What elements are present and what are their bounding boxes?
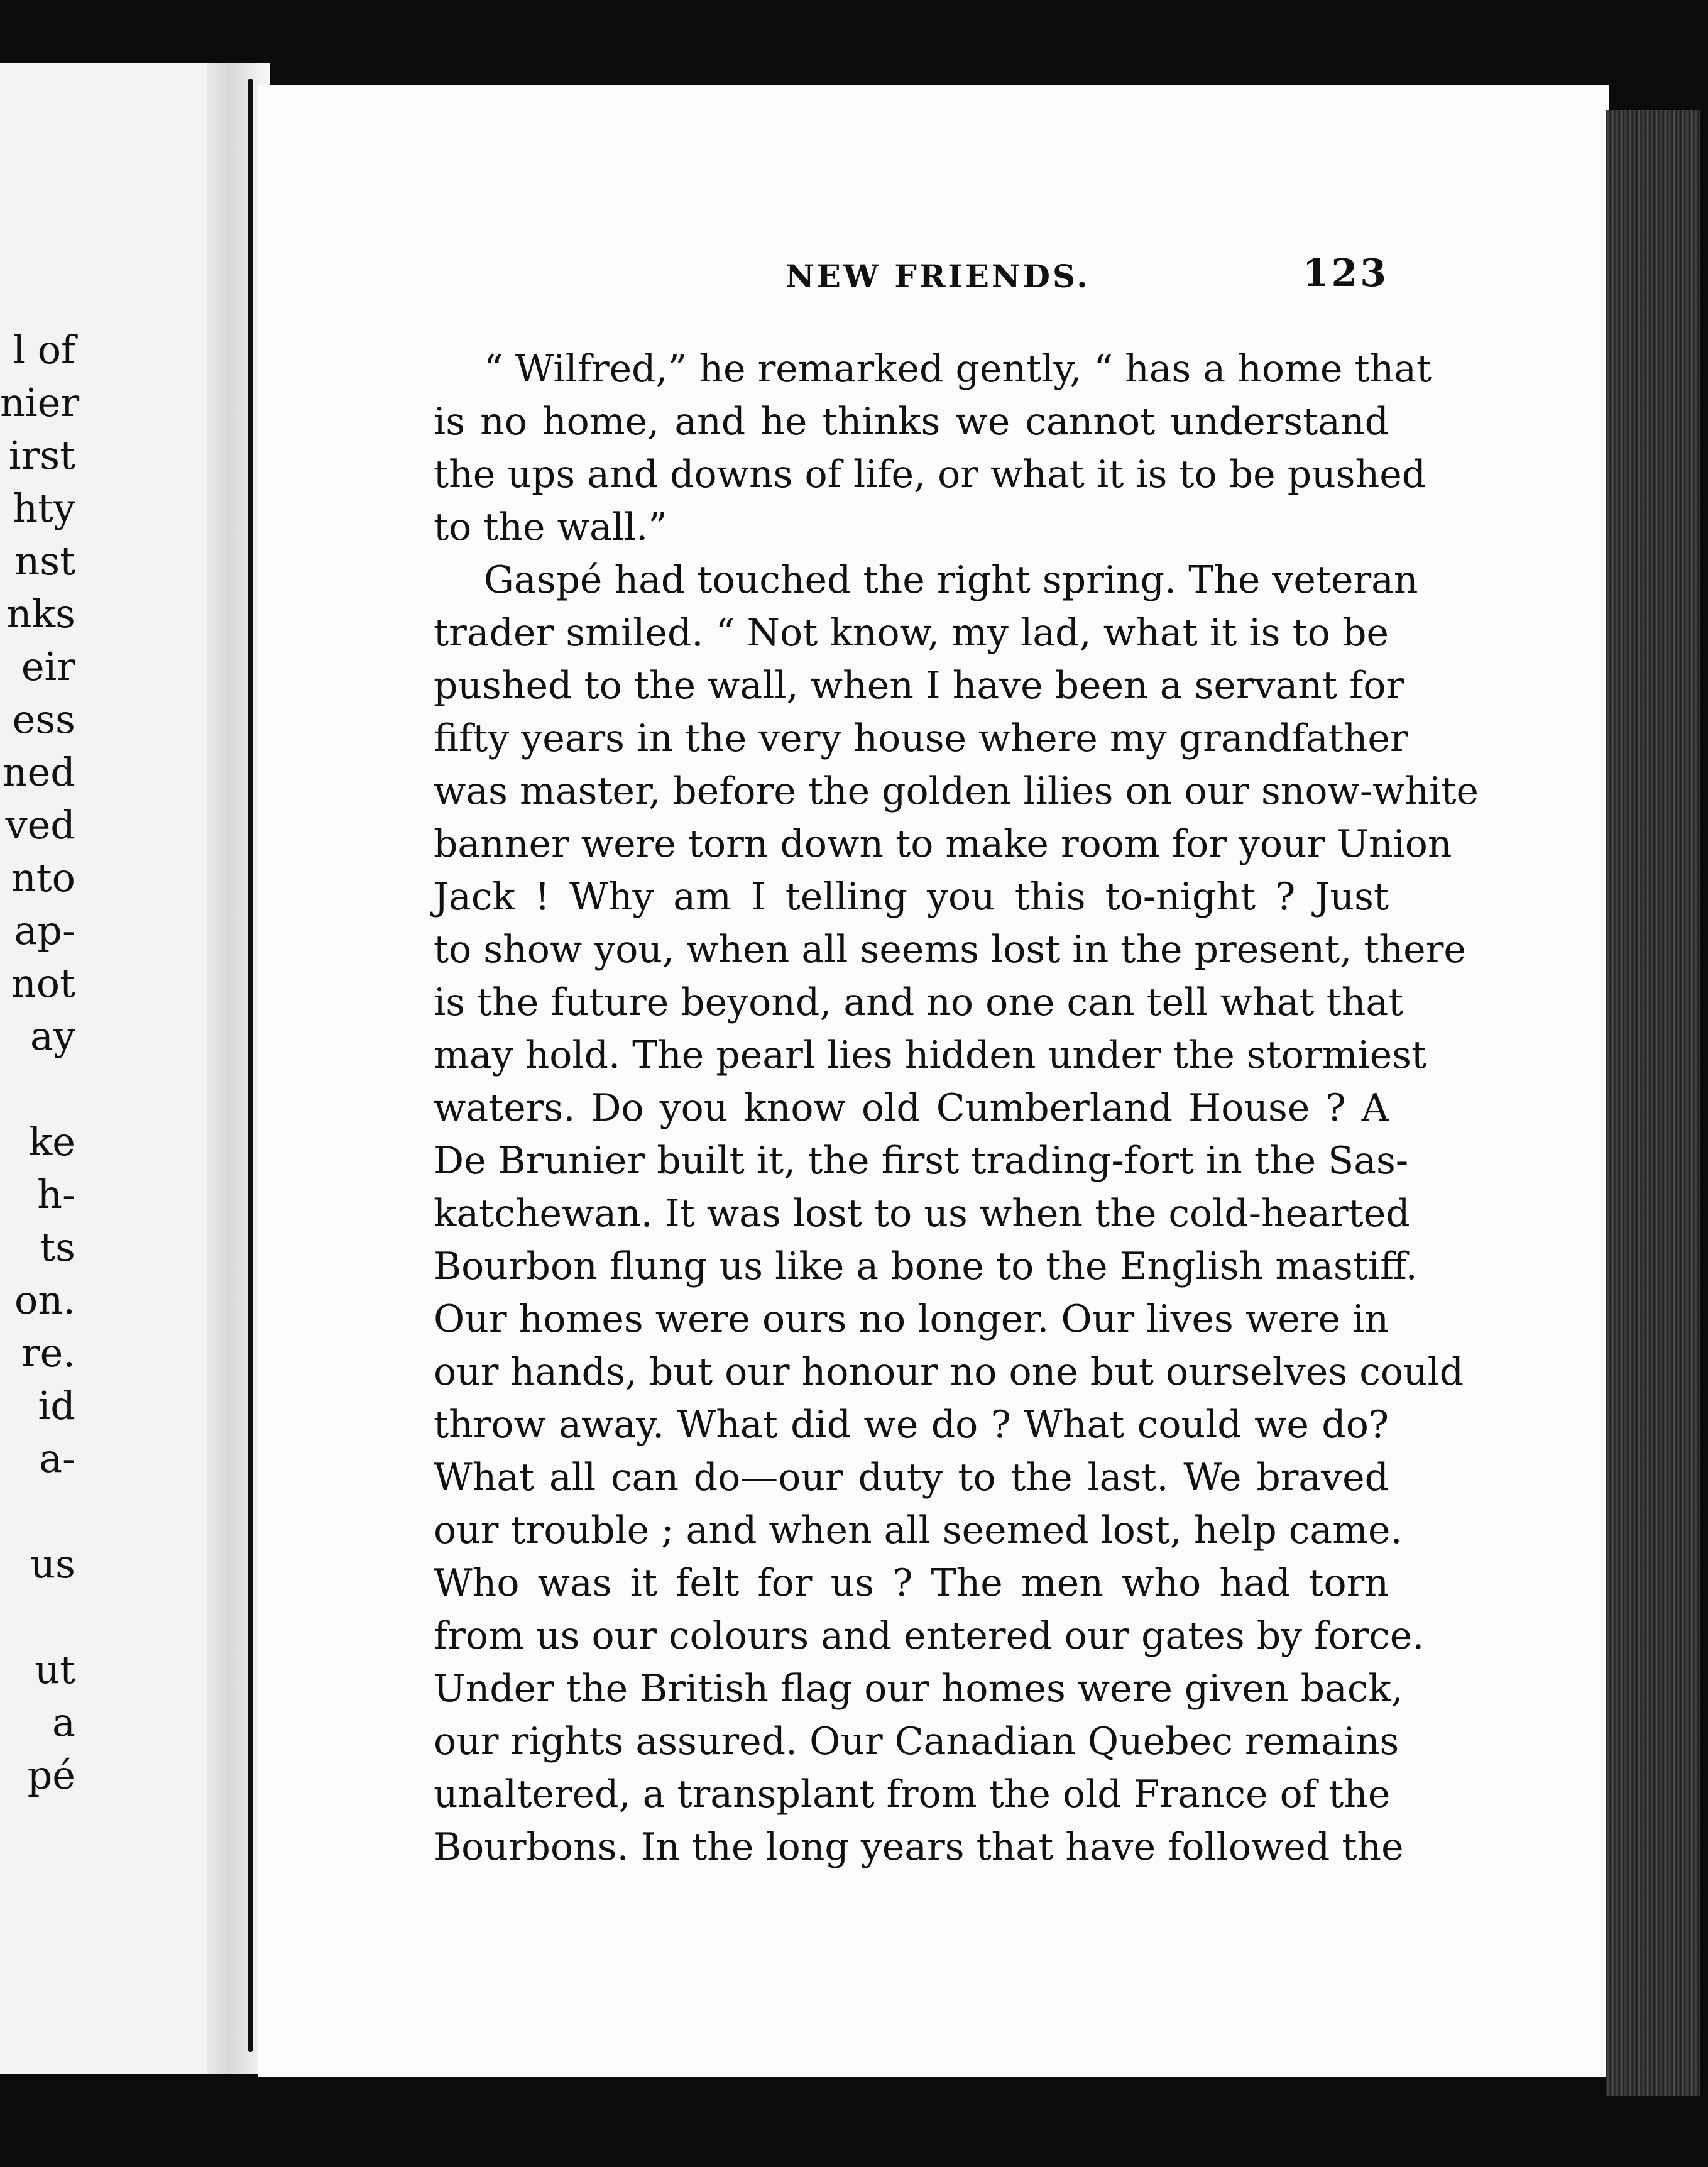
text-line: our rights assured. Our Canadian Quebec remains xyxy=(434,1720,1399,1764)
left-page xyxy=(0,63,226,2074)
left-page-fragment: ut xyxy=(35,1647,75,1692)
text-line: De Brunier built it, the first trading-fort in the Sas- xyxy=(434,1139,1409,1183)
text-line: katchewan. It was lost to us when the cold-hearted xyxy=(434,1192,1410,1236)
left-page-fragment: ess xyxy=(12,696,75,742)
text-line: Who was it felt for us ? The men who had torn xyxy=(434,1561,1389,1605)
text-line: throw away. What did we do ? What could we do? xyxy=(434,1403,1389,1447)
text-line: Jack ! Why am I telling you this to-night ? Just xyxy=(434,875,1389,919)
left-page-fragment: h- xyxy=(37,1171,75,1217)
text-line: Gaspé had touched the right spring. The veteran xyxy=(484,558,1418,602)
left-page-fragment: hty xyxy=(13,485,75,531)
text-line: our hands, but our honour no one but ourselves could xyxy=(434,1350,1464,1394)
text-line: the ups and downs of life, or what it is to be pushed xyxy=(434,453,1426,496)
left-page-fragment: a- xyxy=(39,1435,75,1481)
text-line: What all can do—our duty to the last. We braved xyxy=(434,1456,1389,1500)
left-page-fragment: ay xyxy=(30,1013,75,1059)
text-line: Bourbons. In the long years that have followed the xyxy=(434,1825,1404,1869)
left-page-text-fragments xyxy=(0,324,80,1802)
text-line: trader smiled. “ Not know, my lad, what it is to be xyxy=(434,611,1389,655)
left-page-fragment: pé xyxy=(27,1752,75,1798)
text-line: was master, before the golden lilies on our snow-white xyxy=(434,769,1479,813)
left-page-fragment: ke xyxy=(28,1119,75,1165)
left-page-fragment: re. xyxy=(21,1330,75,1376)
left-page-fragment: a xyxy=(52,1699,75,1745)
text-line: our trouble ; and when all seemed lost, help came. xyxy=(434,1508,1403,1552)
text-line: fifty years in the very house where my grandfather xyxy=(434,716,1408,760)
text-line: banner were torn down to make room for your Union xyxy=(434,822,1452,866)
left-page-fragment: eir xyxy=(21,644,75,689)
page-header xyxy=(786,251,1389,314)
left-page-fragment: on. xyxy=(14,1277,75,1323)
text-line: Bourbon flung us like a bone to the English mastiff. xyxy=(434,1244,1418,1288)
running-head: NEW FRIENDS. xyxy=(786,258,1090,295)
text-line: to show you, when all seems lost in the present, there xyxy=(434,928,1466,972)
left-page-fragment: nst xyxy=(14,538,75,584)
page-number: 123 xyxy=(1302,251,1389,295)
text-line: waters. Do you know old Cumberland House ? A xyxy=(434,1086,1389,1130)
left-page-fragment: nto xyxy=(11,855,75,901)
left-page-fragment xyxy=(0,1063,75,1116)
left-page-fragment: us xyxy=(30,1541,75,1587)
left-page-fragment xyxy=(0,1485,75,1538)
left-page-fragment: ved xyxy=(5,802,75,848)
body-text xyxy=(434,343,1479,1873)
left-page-fragment: ned xyxy=(2,749,75,795)
left-page-fragment: nier xyxy=(0,380,80,425)
text-line: from us our colours and entered our gates by force. xyxy=(434,1614,1425,1658)
text-line: “ Wilfred,” he remarked gently, “ has a home that xyxy=(484,347,1432,391)
text-line: Our homes were ours no longer. Our lives were in xyxy=(434,1297,1389,1341)
left-page-fragment: l of xyxy=(13,327,75,373)
left-page-fragment: not xyxy=(11,960,75,1006)
left-page-fragment: ts xyxy=(40,1224,75,1270)
left-page-fragment xyxy=(0,1591,75,1643)
text-line: to the wall.” xyxy=(434,505,667,549)
text-line: pushed to the wall, when I have been a servant for xyxy=(434,664,1404,708)
text-line: unaltered, a transplant from the old France of the xyxy=(434,1772,1391,1816)
text-line: may hold. The pearl lies hidden under the stormiest xyxy=(434,1033,1427,1077)
page-edges xyxy=(1606,110,1700,2096)
text-line: is no home, and he thinks we cannot understand xyxy=(434,400,1389,444)
text-line: is the future beyond, and no one can tell what that xyxy=(434,980,1404,1024)
left-page-fragment: nks xyxy=(6,591,75,637)
text-line: Under the British flag our homes were given back, xyxy=(434,1667,1403,1711)
gutter-shadow-line xyxy=(248,79,253,2052)
left-page-fragment: irst xyxy=(8,432,75,478)
left-page-fragment: id xyxy=(38,1383,75,1429)
left-page-fragment: ap- xyxy=(14,908,75,953)
